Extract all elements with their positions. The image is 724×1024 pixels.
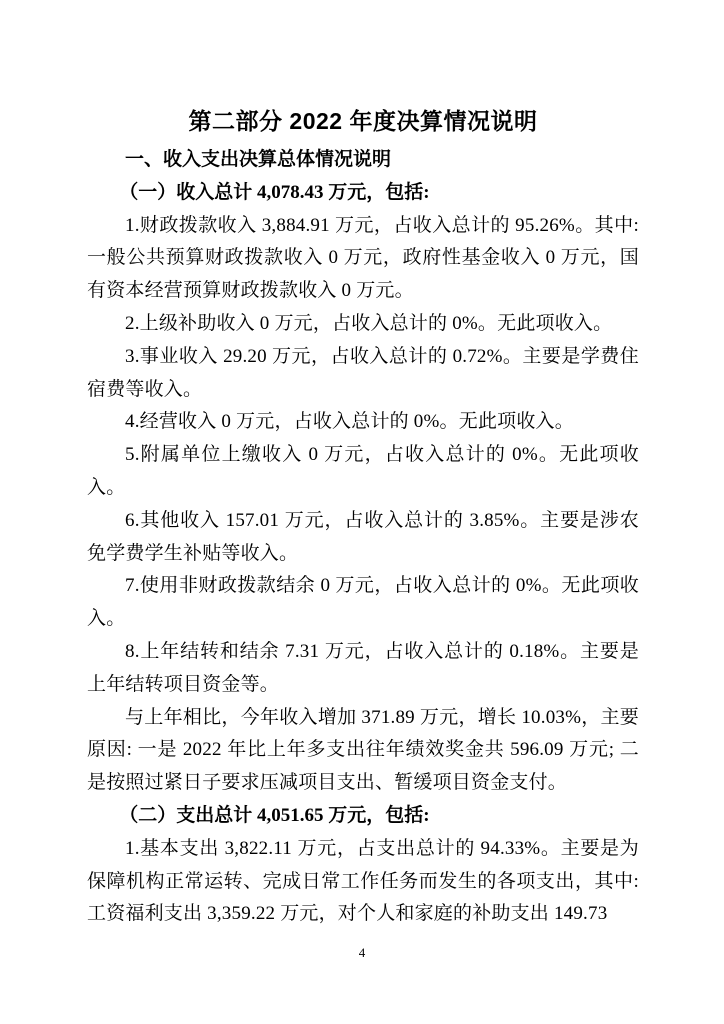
income-total-heading: （一）收入总计 4,078.43 万元，包括:: [119, 181, 430, 203]
income-item-3: 3.事业收入 29.20 万元，占收入总计的 0.72%。主要是学费住宿费等收入。: [87, 345, 639, 400]
income-item-5: 5.附属单位上缴收入 0 万元，占收入总计的 0%。无此项收入。: [87, 444, 639, 498]
document-content: [87, 104, 639, 931]
income-item-8: 8.上年结转和结余 7.31 万元，占收入总计的 0.18%。主要是上年结转项目资金等。: [87, 640, 639, 695]
income-item-4: 4.经营收入 0 万元，占收入总计的 0%。无此项收入。: [125, 411, 574, 433]
page-title: 第二部分 2022 年度决算情况说明: [188, 108, 538, 134]
income-year-comparison: 与上年相比，今年收入增加 371.89 万元，增长 10.03%，主要原因: 一是 2022 年比上年多支出往年绩效奖金共 596.09 万元; 二是按照过紧日子要求压减项目支出、暂缓项目资金支付。: [87, 706, 639, 794]
income-item-6: 6.其他收入 157.01 万元，占收入总计的 3.85%。主要是涉农免学费学生补贴等收入。: [87, 509, 639, 564]
page-number: 4: [358, 945, 366, 960]
income-item-2: 2.上级补助收入 0 万元，占收入总计的 0%。无此项收入。: [125, 312, 613, 334]
expenditure-item-1: 1.基本支出 3,822.11 万元，占支出总计的 94.33%。主要是为保障机构正常运转、完成日常工作任务而发生的各项支出，其中: 工资福利支出 3,359.22 万元，对个人和家庭的补助支出 149.73: [87, 837, 639, 925]
income-item-7: 7.使用非财政拨款结余 0 万元，占收入总计的 0%。无此项收入。: [87, 575, 639, 630]
section-heading: 一、收入支出决算总体情况说明: [125, 149, 392, 170]
income-item-1: 1.财政拨款收入 3,884.91 万元，占收入总计的 95.26%。其中: 一般公共预算财政拨款收入 0 万元，政府性基金收入 0 万元，国有资本经营预算财政拨款收入 0 万元。: [87, 214, 639, 302]
expenditure-total-heading: （二）支出总计 4,051.65 万元，包括:: [119, 804, 430, 826]
